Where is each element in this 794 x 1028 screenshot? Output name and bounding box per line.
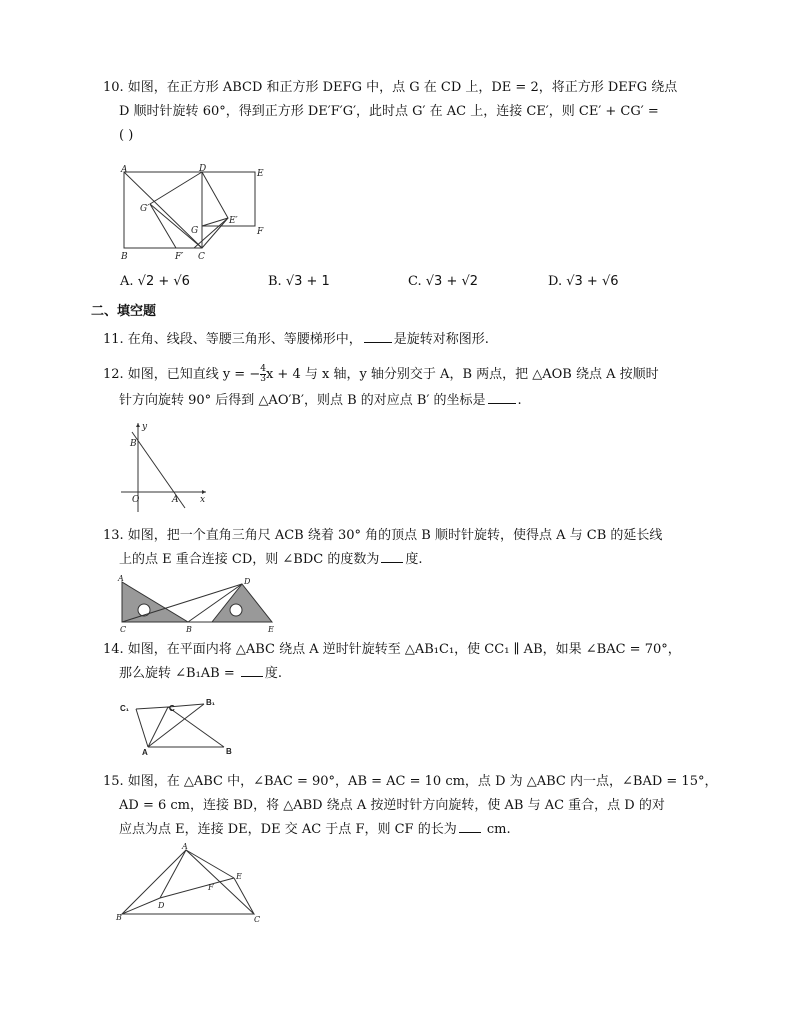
choice-d[interactable]: D. √3 + √6	[548, 274, 619, 289]
answer-blank[interactable]	[488, 389, 516, 404]
question-12: 12. 如图，已知直线 y = − $\frac{4}{3}$ x + 4 与 x 轴，y 轴分别交于 A，B 两点，把 △AOB 绕点 A 按顺时 针方向旋转 90° 后得到 △AO′B′，则点 B 的对应点 B′ 的坐标是 .	[103, 364, 659, 408]
question-11: 11. 在角、线段、等腰三角形、等腰梯形中， 是旋转对称图形.	[103, 328, 713, 352]
fig-label: C	[198, 252, 205, 262]
figure-q12-line	[118, 420, 210, 516]
answer-blank[interactable]	[364, 328, 392, 343]
figure-q14-rotation	[116, 696, 238, 756]
figure-q10-squares	[118, 160, 268, 264]
question-15: 15. 如图，在 △ABC 中，∠BAC = 90°，AB = AC = 10 cm，点 D 为 △ABC 内一点，∠BAD = 15°， AD = 6 cm，连接 BD，将 △ABD 绕点 A 按逆时针方向旋转，使 AB 与 AC 重合，点 D 的对 应点为点 E，连接 DE，DE 交 AC 于点 F，则 CF 的长为 cm.	[103, 774, 718, 837]
fig-label: B	[130, 439, 137, 449]
fig-label: F	[257, 227, 264, 237]
question-number: 14.	[103, 642, 124, 657]
fig-label: A	[121, 165, 128, 175]
fig-label: E	[268, 625, 274, 634]
fig-label: A	[182, 842, 188, 851]
figure-q13-set-squares	[116, 574, 278, 634]
question-text-line: 如图，在正方形 ABCD 和正方形 DEFG 中，点 G 在 CD 上，DE = 2，将正方形 DEFG 绕点	[127, 80, 678, 95]
fig-label: C	[254, 915, 261, 924]
fig-label: A	[118, 574, 124, 583]
fig-label: G′	[140, 204, 150, 214]
fig-label: B	[116, 913, 122, 922]
question-text-line: D 顺时针旋转 60°，得到正方形 DE′F′G′，此时点 G′ 在 AC 上，连接 CE′，则 CE′ + CG′ =	[119, 104, 659, 119]
fig-label: y	[142, 422, 148, 432]
fig-label: F	[208, 883, 214, 892]
fig-label: F′	[175, 252, 184, 262]
choices-q10	[120, 274, 680, 298]
fig-label: D	[158, 901, 165, 910]
fig-label: D	[199, 164, 207, 174]
fig-label: B	[121, 252, 128, 262]
question-number: 11.	[103, 332, 124, 347]
fig-label: C	[169, 704, 175, 713]
question-number: 15.	[103, 774, 124, 789]
section-title: 二、填空题	[91, 304, 157, 319]
choice-b[interactable]: B. √3 + 1	[268, 274, 330, 289]
answer-blank[interactable]	[241, 662, 263, 677]
fig-label: E	[236, 872, 242, 881]
question-number: 10.	[103, 80, 124, 95]
fig-label: C₁	[120, 704, 130, 713]
question-text-line: AD = 6 cm，连接 BD，将 △ABD 绕点 A 按逆时针方向旋转，使 AB 与 AC 重合，点 D 的对	[119, 798, 665, 813]
fig-label: D	[244, 577, 251, 586]
fig-label: B	[186, 625, 192, 634]
question-13: 13. 如图，把一个直角三角尺 ACB 绕着 30° 角的顶点 B 顺时针旋转，使得点 A 与 CB 的延长线 上的点 E 重合连接 CD，则 ∠BDC 的度数为 度.	[103, 528, 663, 567]
question-10	[103, 76, 713, 148]
fig-label: C	[120, 625, 127, 634]
fraction: $\frac{4}{3}$	[260, 364, 266, 384]
fig-label: O	[132, 495, 140, 505]
figure-q15-triangle	[114, 842, 262, 924]
fig-label: A	[172, 495, 179, 505]
fig-label: G	[191, 226, 199, 236]
fig-label: E′	[229, 216, 238, 226]
fig-label: B₁	[206, 698, 216, 707]
choice-c[interactable]: C. √3 + √2	[408, 274, 479, 289]
answer-blank[interactable]	[381, 548, 403, 563]
answer-bracket: ( )	[119, 128, 134, 143]
question-number: 12.	[103, 367, 124, 382]
fig-label: A	[142, 748, 148, 756]
choice-a[interactable]: A. √2 + √6	[120, 274, 190, 289]
question-number: 13.	[103, 528, 124, 543]
fig-label: B	[226, 747, 232, 756]
fig-label: E	[257, 169, 264, 179]
fig-label: x	[200, 495, 206, 505]
answer-blank[interactable]	[459, 818, 481, 833]
question-14: 14. 如图，在平面内将 △ABC 绕点 A 逆时针旋转至 △AB₁C₁，使 CC₁ ∥ AB，如果 ∠BAC = 70°， 那么旋转 ∠B₁AB = 度.	[103, 642, 681, 681]
